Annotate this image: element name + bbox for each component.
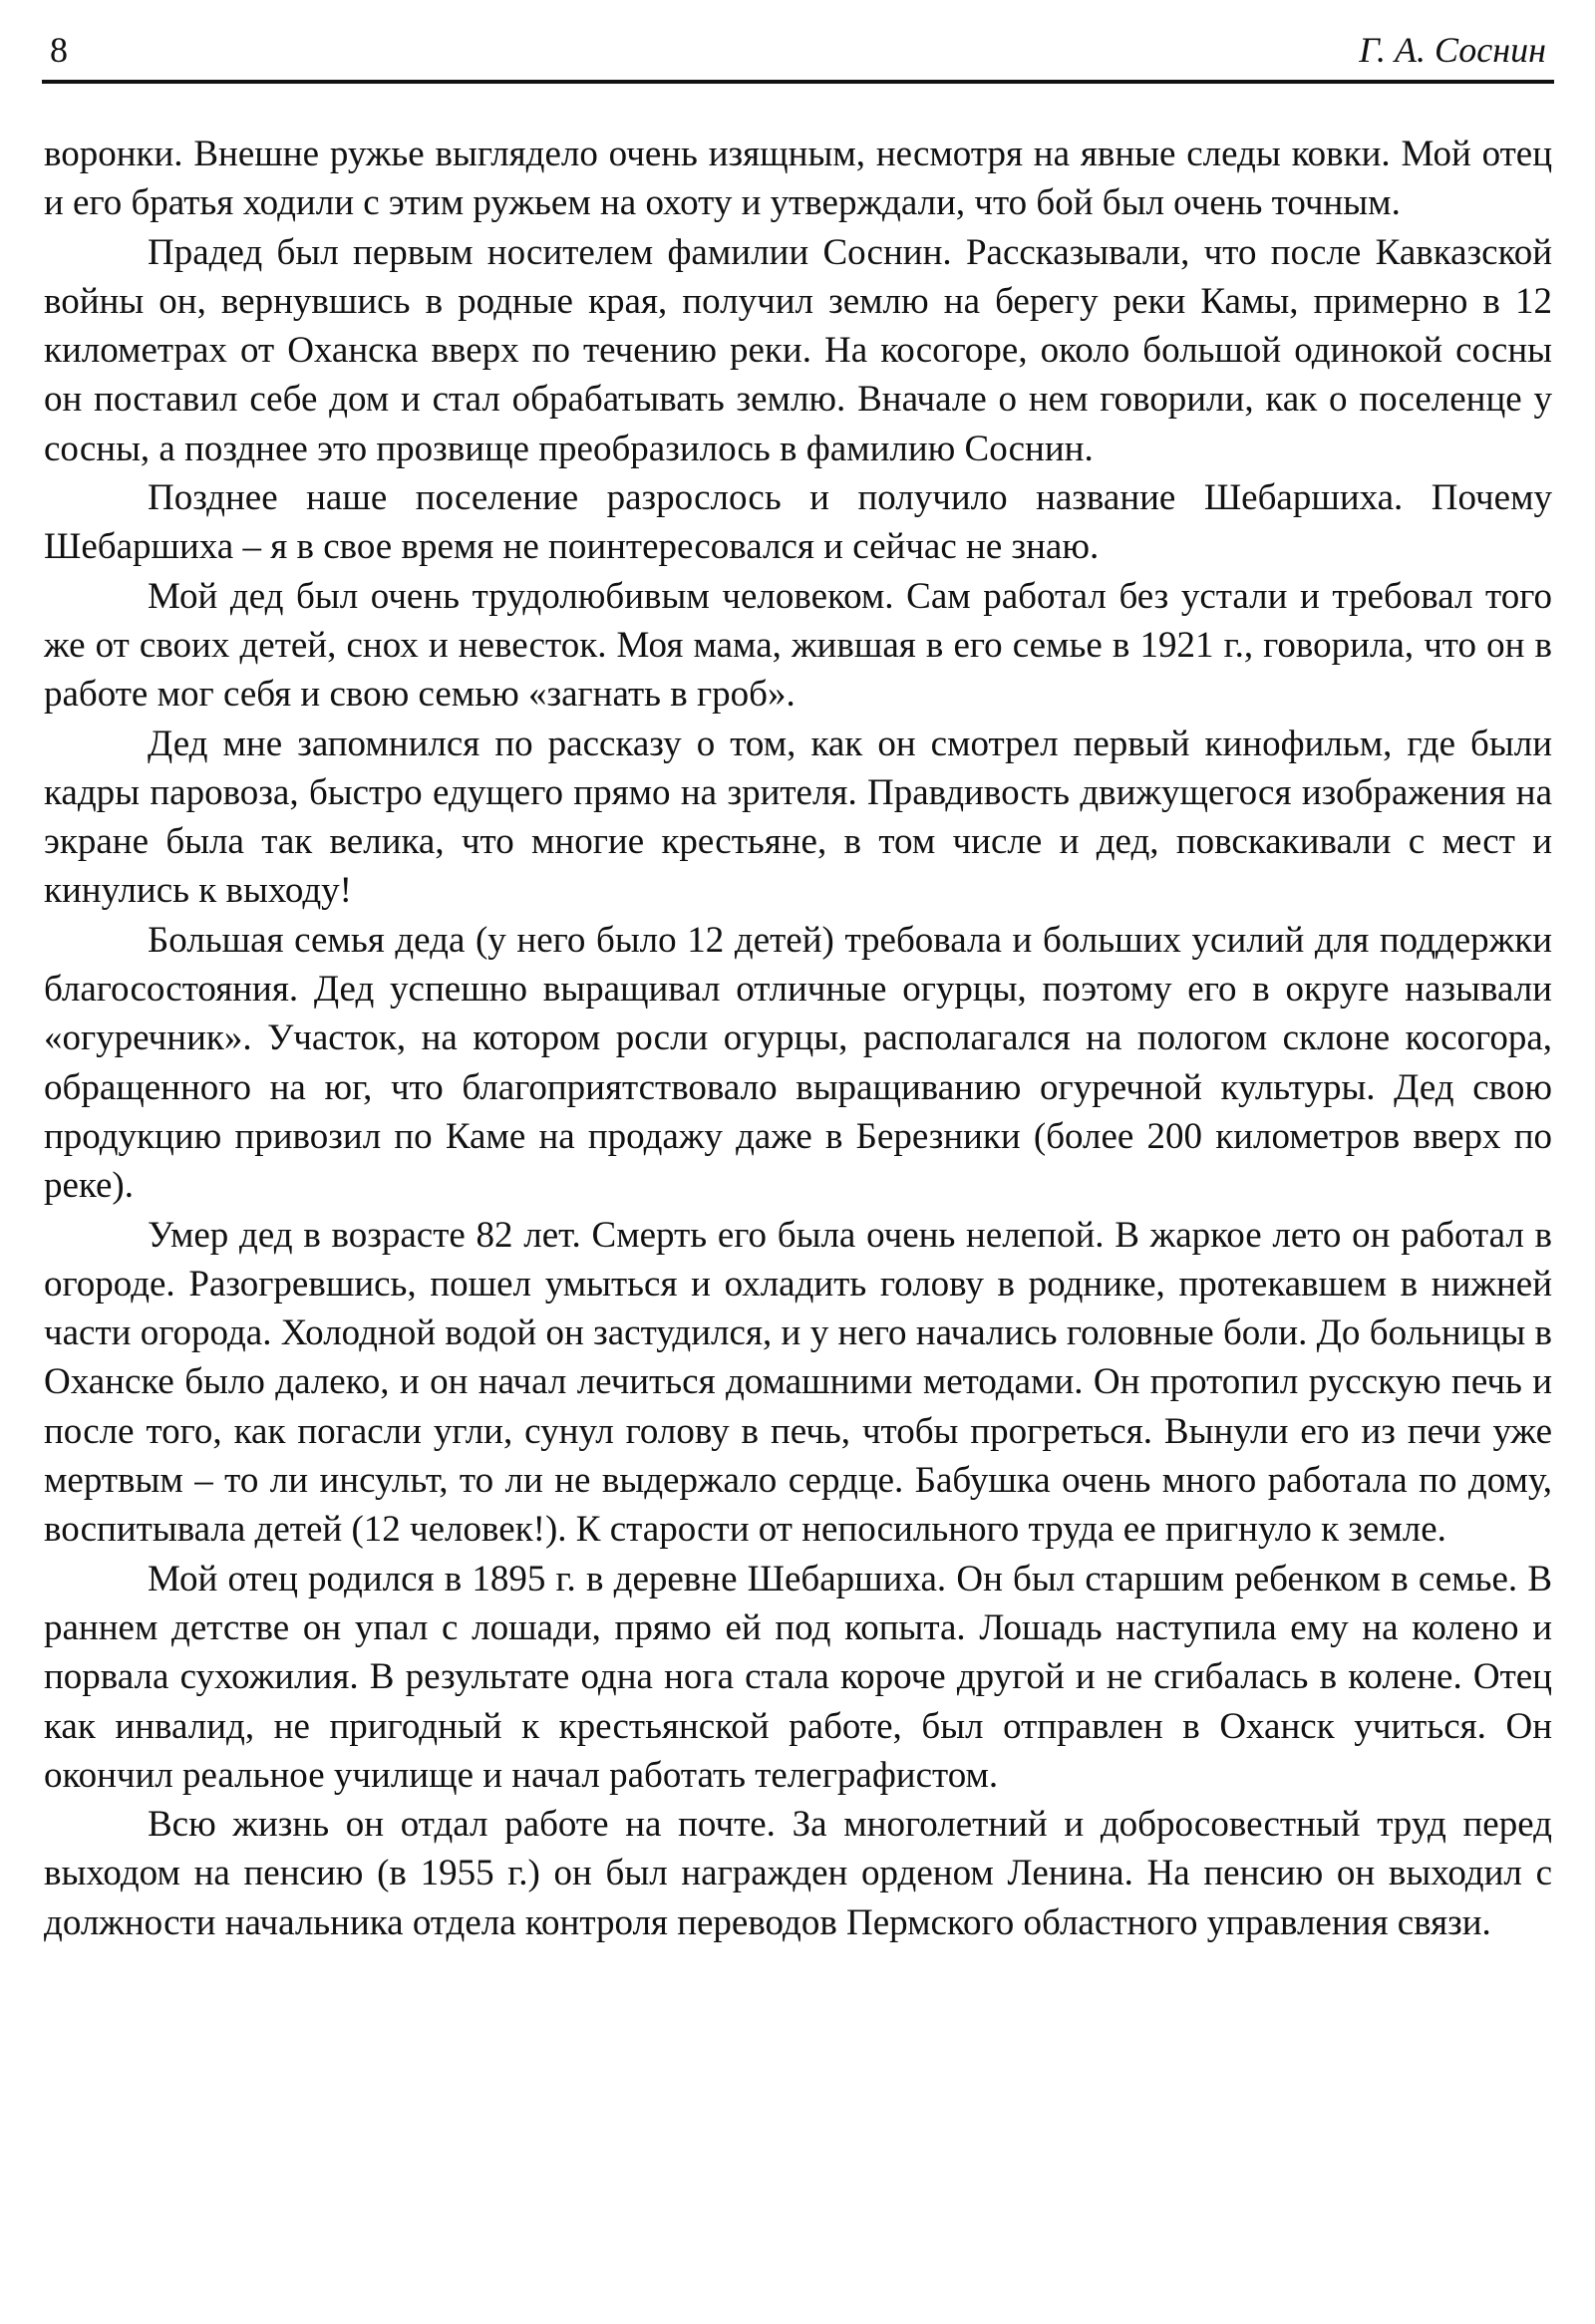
paragraph: Позднее наше поселение разрослось и получило название Шебаршиха. Почему Шебаршиха – я в свое время не поинтересовался и сейчас не знаю. <box>44 477 1552 568</box>
paragraph: Мой отец родился в 1895 г. в деревне Шебаршиха. Он был старшим ребенком в семье. В раннем детстве он упал с лошади, прямо ей под копыта. Лошадь наступила ему на колено и порвала сухожилия. В результате одна нога стала короче другой и не сгибалась в колене. Отец как инвалид, не пригодный к крестьянской работе, был отправлен в Оханск учиться. Он окончил реальное училище и начал работать телеграфистом. <box>44 1558 1552 1796</box>
paragraph: Мой дед был очень трудолюбивым человеком. Сам работал без устали и требовал того же от своих детей, снох и невесток. Моя мама, жившая в его семье в 1921 г., говорила, что он в работе мог себя и свою семью «загнать в гроб». <box>44 575 1552 716</box>
paragraph: Всю жизнь он отдал работе на почте. За многолетний и добросовестный труд перед выходом на пенсию (в 1955 г.) он был награжден орденом Ленина. На пенсию он выходил с должности начальника отдела контроля переводов Пермского областного управления связи. <box>44 1804 1552 1943</box>
running-header <box>42 24 1554 74</box>
paragraph: Прадед был первым носителем фамилии Соснин. Рассказывали, что после Кавказской войны он, вернувшись в родные края, получил землю на берегу реки Камы, примерно в 12 километрах от Оханска вверх по течению реки. На косогоре, около большой одинокой сосны он поставил себе дом и стал обрабатывать землю. Вначале о нем говорили, как о поселенце у сосны, а позднее это прозвище преобразилось в фамилию Соснин. <box>44 231 1552 469</box>
header-rule <box>42 80 1554 84</box>
paragraph: Умер дед в возрасте 82 лет. Смерть его была очень нелепой. В жаркое лето он работал в огороде. Разогревшись, пошел умыться и охладить голову в роднике, протекавшем в нижней части огорода. Холодной водой он застудился, и у него начались головные боли. До больницы в Оханске было далеко, и он начал лечиться домашними методами. Он протопил русскую печь и после того, как погасли угли, сунул голову в печь, чтобы прогреться. Вынули его из печи уже мертвым – то ли инсульт, то ли не выдержало сердце. Бабушка очень много работала по дому, воспитывала детей (12 человек!). К старости от непосильного труда ее пригнуло к земле. <box>44 1214 1552 1551</box>
paragraph: Дед мне запомнился по рассказу о том, как он смотрел первый кинофильм, где были кадры паровоза, быстро едущего прямо на зрителя. Правдивость движущегося изображения на экране была так велика, что многие крестьяне, в том числе и дед, повскакивали с мест и кинулись к выходу! <box>44 723 1552 912</box>
running-head-author: Г. А. Соснин <box>1359 30 1546 70</box>
paragraph: воронки. Внешне ружье выглядело очень изящным, несмотря на явные следы ковки. Мой отец и его братья ходили с этим ружьем на охоту и утверждали, что бой был очень точным. <box>44 134 1552 224</box>
paragraph: Большая семья деда (у него было 12 детей) требовала и больших усилий для поддержки благосостояния. Дед успешно выращивал отличные огурцы, поэтому его в округе называли «огуречник». Участок, на котором росли огурцы, располагался на пологом склоне косогора, обращенного на юг, что благоприятствовало выращиванию огуречной культуры. Дед свою продукцию привозил по Каме на продажу даже в Березники (более 200 километров вверх по реке). <box>44 919 1552 1207</box>
page-number: 8 <box>50 30 68 70</box>
body-text <box>44 130 1552 1947</box>
